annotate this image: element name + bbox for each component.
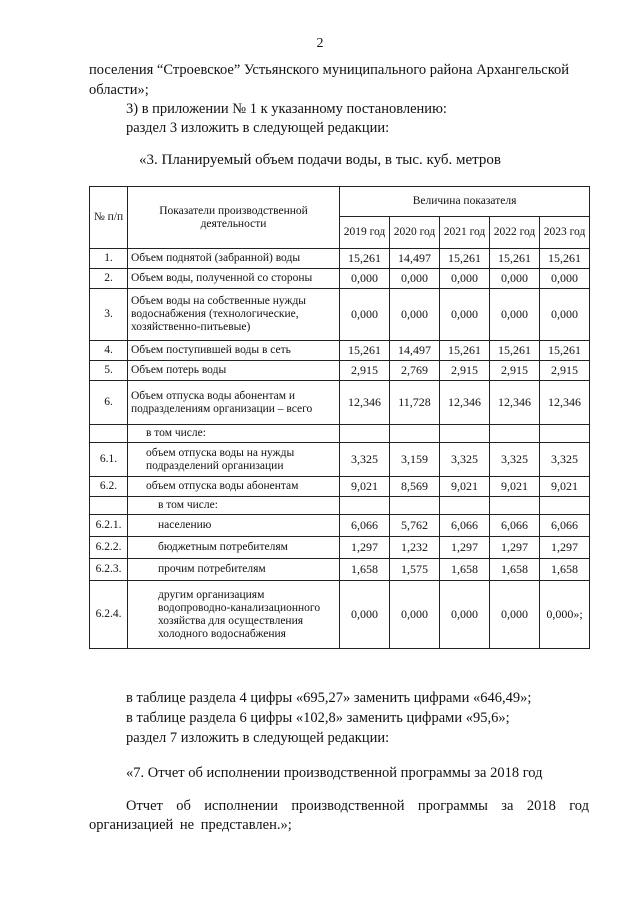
row-value [490,425,540,443]
section7-title: «7. Отчет об исполнении производственной программы за 2018 год [126,765,543,781]
intro-line-1: поселения “Строевское” Устьянского муниципального района Архангельской [89,62,570,78]
table-row [90,515,590,537]
row-label: бюджетным потребителям [128,537,340,559]
row-value: 0,000 [490,269,540,289]
row-value: 3,159 [390,443,440,477]
row-value: 2,915 [490,361,540,381]
table-row [90,425,590,443]
row-label: Объем отпуска воды абонентам и подразделениям организации – всего [128,381,340,425]
row-value: 0,000 [440,289,490,341]
table-row [90,269,590,289]
table-row [90,361,590,381]
page-number: 2 [316,36,324,51]
row-value: 6,066 [340,515,390,537]
row-value: 0,000 [340,269,390,289]
header-year: 2021 год [440,217,490,249]
table-row [90,581,590,649]
row-value: 9,021 [440,477,490,497]
row-value: 0,000 [540,289,590,341]
after-line-3: раздел 7 изложить в следующей редакции: [126,730,390,746]
row-value: 15,261 [440,249,490,269]
row-number: 2. [90,269,128,289]
row-value: 11,728 [390,381,440,425]
row-value: 1,297 [340,537,390,559]
row-value: 15,261 [490,249,540,269]
row-number: 6.2.3. [90,559,128,581]
row-value: 3,325 [440,443,490,477]
row-label: населению [128,515,340,537]
row-label: Объем воды на собственные нужды водоснабжения (технологические, хозяйственно-питьевые) [128,289,340,341]
row-label: другим организациям водопроводно-канализационного хозяйства для осуществления холодного водоснабжения [128,581,340,649]
row-value: 9,021 [540,477,590,497]
table-title: «3. Планируемый объем подачи воды, в тыс. куб. метров [138,152,502,168]
row-number: 3. [90,289,128,341]
row-value: 15,261 [490,341,540,361]
row-label: объем отпуска воды абонентам [128,477,340,497]
header-year: 2023 год [540,217,590,249]
row-number: 4. [90,341,128,361]
row-value [440,497,490,515]
row-number: 6.2.4. [90,581,128,649]
row-number: 6. [90,381,128,425]
row-value: 3,325 [340,443,390,477]
row-value [340,425,390,443]
row-value: 1,297 [490,537,540,559]
row-value: 1,297 [540,537,590,559]
table-row [90,559,590,581]
intro-line-2: области»; [89,82,149,98]
row-value: 0,000 [490,581,540,649]
row-value: 1,297 [440,537,490,559]
row-value: 2,915 [340,361,390,381]
row-number: 6.2. [90,477,128,497]
section7-text: Отчет об исполнении производственной программы за 2018 год организацией не представлен.»; [89,798,589,833]
table-row [90,497,590,515]
intro-line-3: 3) в приложении № 1 к указанному постановлению: [126,101,447,117]
row-value: 12,346 [490,381,540,425]
header-year: 2019 год [340,217,390,249]
row-value: 0,000 [440,269,490,289]
row-value: 15,261 [340,341,390,361]
row-value: 2,915 [540,361,590,381]
header-year: 2022 год [490,217,540,249]
row-number: 6.1. [90,443,128,477]
table-row [90,249,590,269]
row-value: 12,346 [540,381,590,425]
row-value: 5,762 [390,515,440,537]
row-value: 1,575 [390,559,440,581]
header-indicator: Показатели производственной деятельности [128,187,340,249]
row-value: 0,000 [540,269,590,289]
row-value: 15,261 [540,249,590,269]
row-value: 0,000 [390,269,440,289]
row-label: Объем потерь воды [128,361,340,381]
row-value: 3,325 [490,443,540,477]
after-line-2: в таблице раздела 6 цифры «102,8» заменить цифрами «95,6»; [126,710,510,726]
row-label: Объем поступившей воды в сеть [128,341,340,361]
row-value: 1,232 [390,537,440,559]
table-row [90,537,590,559]
header-year: 2020 год [390,217,440,249]
row-number: 1. [90,249,128,269]
row-value [390,425,440,443]
intro-line-4: раздел 3 изложить в следующей редакции: [126,120,390,136]
row-value: 1,658 [540,559,590,581]
row-value: 1,658 [340,559,390,581]
row-value: 2,915 [440,361,490,381]
row-number: 5. [90,361,128,381]
table-row [90,443,590,477]
row-value: 15,261 [540,341,590,361]
row-value: 0,000 [390,581,440,649]
row-value [340,497,390,515]
row-value: 12,346 [440,381,490,425]
row-value: 8,569 [390,477,440,497]
row-value: 2,769 [390,361,440,381]
row-value: 9,021 [490,477,540,497]
row-number [90,425,128,443]
row-number [90,497,128,515]
row-value: 0,000 [340,581,390,649]
row-value: 9,021 [340,477,390,497]
row-value: 15,261 [440,341,490,361]
row-value: 6,066 [440,515,490,537]
header-value: Величина показателя [340,187,590,217]
row-value [540,425,590,443]
row-value: 3,325 [540,443,590,477]
row-value [390,497,440,515]
row-value: 6,066 [540,515,590,537]
row-value: 6,066 [490,515,540,537]
row-number: 6.2.1. [90,515,128,537]
row-value: 1,658 [490,559,540,581]
row-label: в том числе: [128,425,340,443]
row-value: 14,497 [390,249,440,269]
row-value [490,497,540,515]
header-number: № п/п [90,187,128,249]
row-label: Объем поднятой (забранной) воды [128,249,340,269]
row-label: Объем воды, полученной со стороны [128,269,340,289]
row-value [440,425,490,443]
table-row [90,381,590,425]
table-row [90,289,590,341]
row-number: 6.2.2. [90,537,128,559]
row-label: прочим потребителям [128,559,340,581]
table-row [90,341,590,361]
row-value: 1,658 [440,559,490,581]
row-value: 0,000»; [540,581,590,649]
row-label: объем отпуска воды на нужды подразделений организации [128,443,340,477]
row-value [540,497,590,515]
row-label: в том числе: [128,497,340,515]
row-value: 14,497 [390,341,440,361]
after-line-1: в таблице раздела 4 цифры «695,27» заменить цифрами «646,49»; [126,690,532,706]
row-value: 0,000 [390,289,440,341]
table-row [90,477,590,497]
water-supply-table [89,186,590,649]
row-value: 0,000 [440,581,490,649]
row-value: 0,000 [490,289,540,341]
row-value: 0,000 [340,289,390,341]
row-value: 12,346 [340,381,390,425]
row-value: 15,261 [340,249,390,269]
